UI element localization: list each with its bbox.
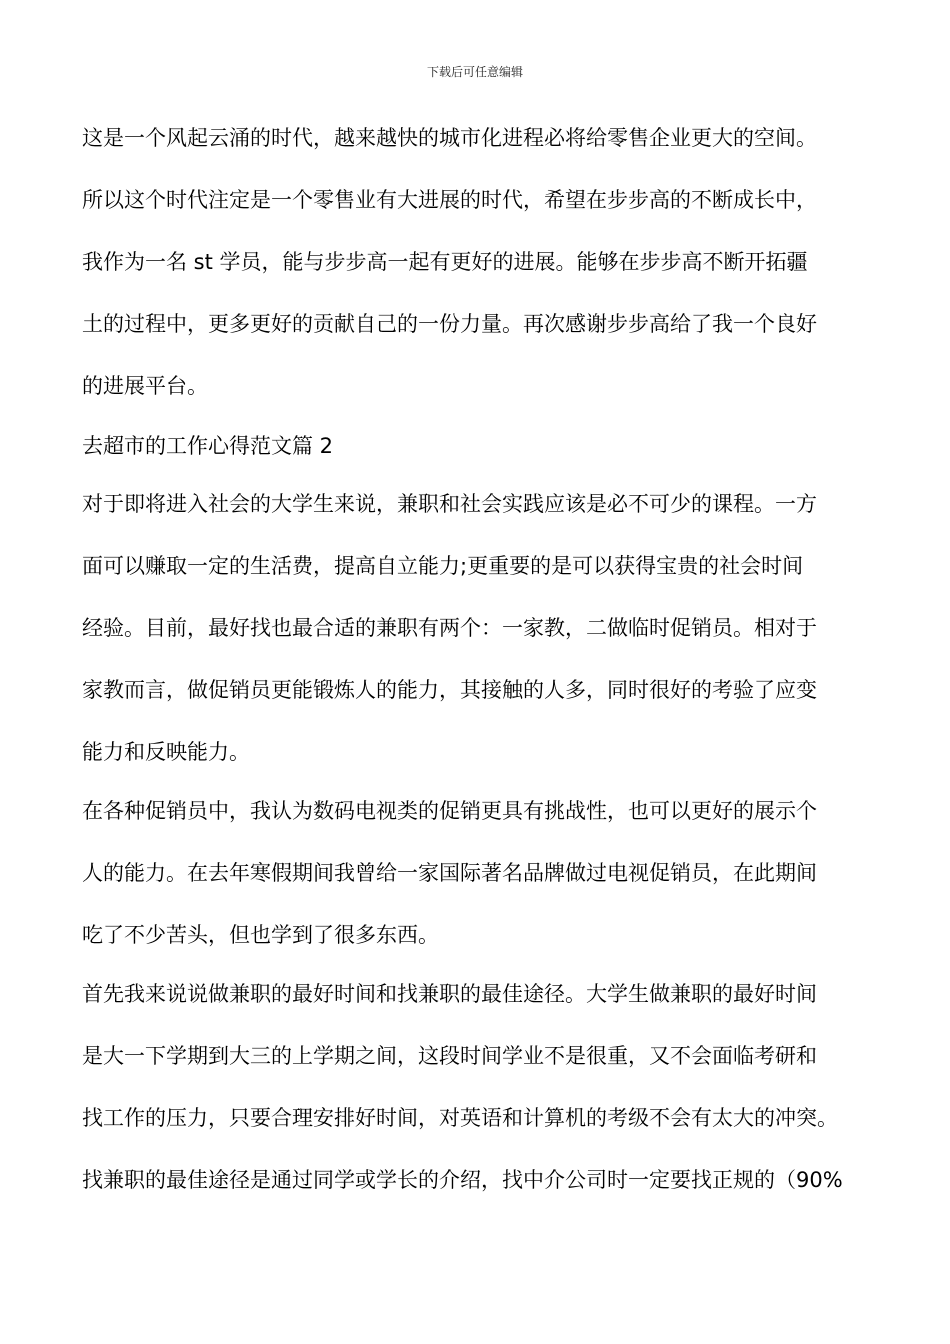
text-line: 经验。目前，最好找也最合适的兼职有两个：一家教，二做临时促销员。相对于	[82, 616, 817, 640]
section-heading: 去超市的工作心得范文篇 2	[82, 434, 334, 458]
text-line: 首先我来说说做兼职的最好时间和找兼职的最佳途径。大学生做兼职的最好时间	[82, 982, 817, 1006]
text-line: 在各种促销员中，我认为数码电视类的促销更具有挑战性，也可以更好的展示个	[82, 799, 817, 823]
text-line: 是大一下学期到大三的上学期之间，这段时间学业不是很重，又不会面临考研和	[82, 1044, 817, 1068]
text-line: 的进展平台。	[82, 374, 208, 398]
text-line: 我作为一名 st 学员，能与步步高一起有更好的进展。能够在步步高不断开拓疆	[82, 250, 808, 274]
text-line: 对于即将进入社会的大学生来说，兼职和社会实践应该是必不可少的课程。一方	[82, 492, 817, 516]
text-line: 找兼职的最佳途径是通过同学或学长的介绍，找中介公司时一定要找正规的（90%	[82, 1168, 843, 1192]
page-header: 下载后可任意编辑	[426, 65, 523, 79]
text-line: 所以这个时代注定是一个零售业有大进展的时代，希望在步步高的不断成长中，	[82, 188, 817, 212]
text-line: 面可以赚取一定的生活费，提高自立能力;更重要的是可以获得宝贵的社会时间	[82, 554, 804, 578]
text-line: 找工作的压力，只要合理安排好时间，对英语和计算机的考级不会有太大的冲突。	[82, 1106, 838, 1130]
text-line: 这是一个风起云涌的时代，越来越快的城市化进程必将给零售企业更大的空间。	[82, 126, 817, 150]
text-line: 吃了不少苦头，但也学到了很多东西。	[82, 923, 439, 947]
text-line: 土的过程中，更多更好的贡献自己的一份力量。再次感谢步步高给了我一个良好	[82, 312, 817, 336]
text-line: 家教而言，做促销员更能锻炼人的能力，其接触的人多，同时很好的考验了应变	[82, 678, 817, 702]
text-line: 人的能力。在去年寒假期间我曾给一家国际著名品牌做过电视促销员，在此期间	[82, 861, 817, 885]
text-line: 能力和反映能力。	[82, 740, 250, 764]
